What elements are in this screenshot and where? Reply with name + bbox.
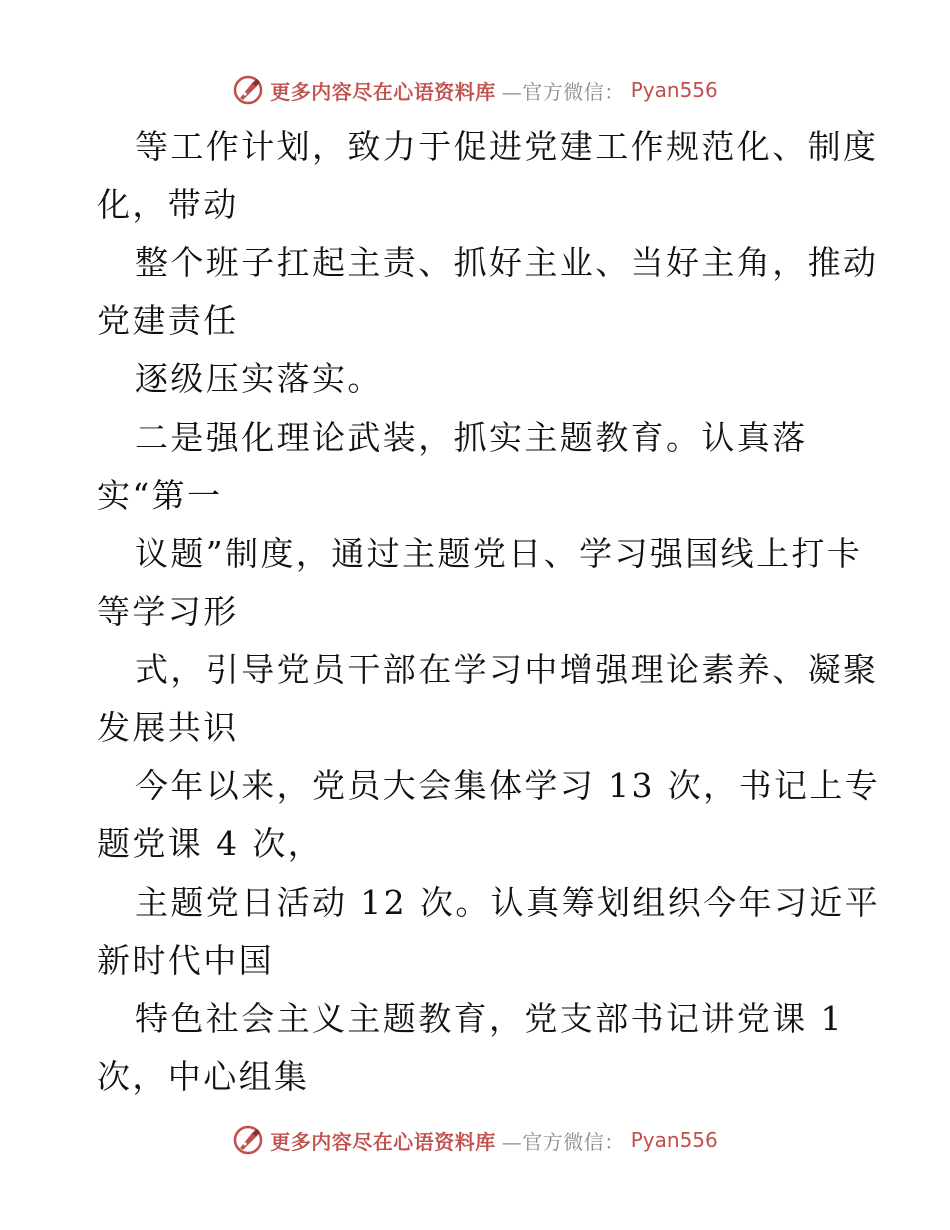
body-line: 党建责任: [97, 301, 239, 340]
header-banner: [0, 72, 950, 108]
footer-site-name: 更多内容尽在心语资料库: [270, 1129, 496, 1154]
body-line: 等工作计划，致力于促进党建工作规范化、制度: [135, 127, 879, 166]
footer-banner: [0, 1122, 950, 1158]
footer-wechat-account: Pyan556: [630, 1128, 718, 1152]
body-line: 整个班子扛起主责、抓好主业、当好主角，推动: [135, 243, 879, 282]
body-line: 新时代中国: [97, 941, 274, 980]
body-line: 化，带动: [97, 185, 239, 224]
body-line: 议题”制度，通过主题党日、学习强国线上打卡: [135, 534, 863, 573]
body-line: 实“第一: [97, 476, 223, 515]
footer-wechat-label: —官方微信：: [501, 1129, 625, 1154]
body-line: 今年以来，党员大会集体学习 13 次，书记上专: [135, 766, 881, 805]
header-wechat-account: Pyan556: [630, 78, 718, 102]
body-line: 等学习形: [97, 592, 239, 631]
body-line: 主题党日活动 12 次。认真筹划组织今年习近平: [135, 883, 881, 922]
header-wechat-label: —官方微信：: [501, 79, 625, 104]
pen-nib-logo-icon: [232, 74, 264, 106]
header-site-name: 更多内容尽在心语资料库: [270, 79, 496, 104]
body-line: 式，引导党员干部在学习中增强理论素养、凝聚: [135, 650, 879, 689]
body-line: 发展共识: [97, 708, 239, 747]
body-line: 次，中心组集: [97, 1057, 310, 1096]
body-line: 二是强化理论武装，抓实主题教育。认真落: [135, 418, 808, 457]
pen-nib-logo-icon: [232, 1124, 264, 1156]
body-line: 逐级压实落实。: [135, 359, 383, 398]
body-line: 特色社会主义主题教育，党支部书记讲党课 1: [135, 999, 844, 1038]
body-line: 题党课 4 次，: [97, 824, 324, 863]
